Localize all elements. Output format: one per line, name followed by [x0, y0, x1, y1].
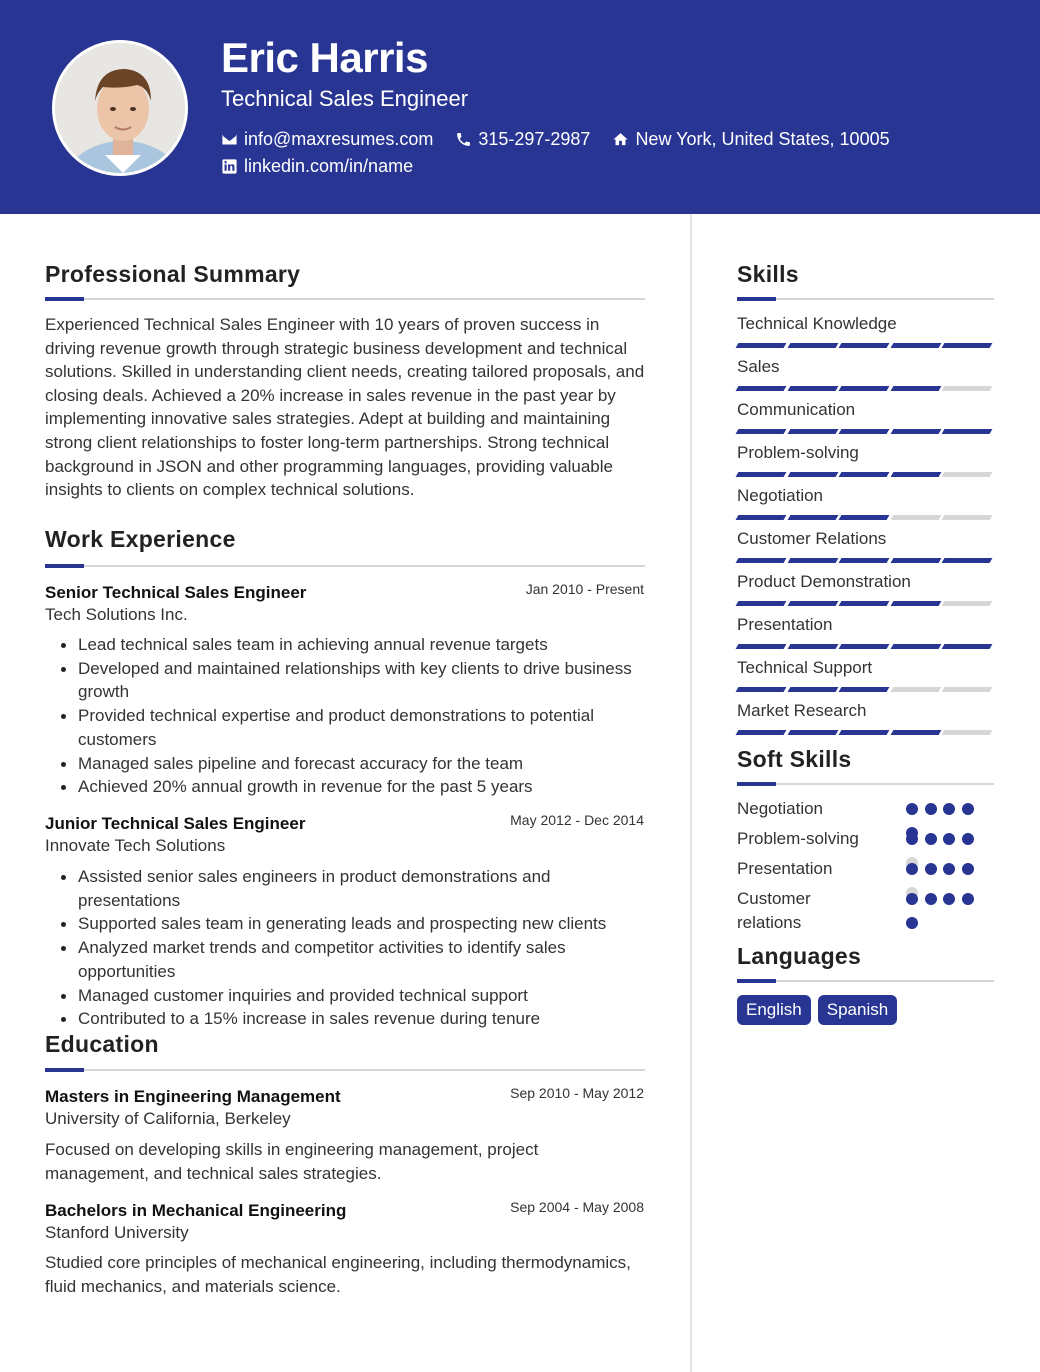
skill-level-segment [839, 472, 890, 477]
skill-level-segment [942, 730, 993, 735]
rating-dot [925, 803, 937, 815]
skill-level-segment [942, 601, 993, 606]
skill-level-segment [736, 687, 787, 692]
skill-level-segment [736, 429, 787, 434]
linkedin-contact[interactable] [221, 156, 413, 177]
school-name: Stanford University [45, 1223, 189, 1242]
language-badge: English [737, 995, 811, 1025]
section-rule [45, 1069, 645, 1071]
skill-level-segment [736, 558, 787, 563]
skill-level-bar [737, 343, 995, 348]
home-icon [612, 131, 629, 148]
skill-level-bar [737, 644, 995, 649]
skill-level-bar [737, 515, 995, 520]
skill-level-segment [736, 644, 787, 649]
education-description: Focused on developing skills in engineering management, project management, and technical sales strategies. [45, 1140, 539, 1183]
rating-dot [962, 863, 974, 875]
skill-level-segment [942, 343, 993, 348]
list-item: Supported sales team in generating leads and prospecting new clients [45, 912, 645, 936]
skill-level-segment [942, 644, 993, 649]
list-item: Developed and maintained relationships with key clients to drive business growth [45, 657, 645, 704]
section-rule [45, 565, 645, 567]
rating-dot [962, 833, 974, 845]
list-item: Assisted senior sales engineers in product demonstrations and presentations [45, 865, 645, 912]
rating-dot [962, 803, 974, 815]
skill-level-segment [839, 386, 890, 391]
skill-level-segment [787, 472, 838, 477]
school-name: University of California, Berkeley [45, 1109, 291, 1128]
rating-dot [943, 893, 955, 905]
list-item: Contributed to a 15% increase in sales revenue during tenure [45, 1007, 645, 1031]
envelope-icon [221, 131, 238, 148]
job-company: Tech Solutions Inc. [45, 605, 188, 624]
list-item: Managed customer inquiries and provided technical support [45, 984, 645, 1008]
job-dates: May 2012 - Dec 2014 [510, 812, 644, 828]
skill-level-segment [839, 558, 890, 563]
job-dates: Jan 2010 - Present [525, 581, 644, 597]
section-rule [737, 980, 994, 982]
skill-name: Problem-solving [737, 443, 859, 462]
rating-dot [906, 803, 918, 815]
rating-dot [925, 833, 937, 845]
job-bullets [45, 865, 645, 1031]
skill-level-segment [942, 515, 993, 520]
languages-heading: Languages [737, 943, 862, 969]
rating-dot [925, 863, 937, 875]
skill-name: Technical Support [737, 658, 873, 677]
skill-level-segment [839, 429, 890, 434]
skill-level-bar [737, 730, 995, 735]
skill-name: Technical Knowledge [737, 314, 897, 333]
column-divider [690, 214, 692, 1372]
skill-level-segment [890, 472, 941, 477]
rating-dot [906, 863, 918, 875]
job-bullets [45, 633, 645, 799]
skill-level-bar [737, 386, 995, 391]
skill-level-segment [942, 558, 993, 563]
skill-level-segment [942, 386, 993, 391]
skill-level-segment [787, 558, 838, 563]
skill-level-segment [890, 601, 941, 606]
skill-level-segment [839, 687, 890, 692]
skill-level-segment [890, 687, 941, 692]
skill-name: Negotiation [737, 486, 824, 505]
list-item: Lead technical sales team in achieving annual revenue targets [45, 633, 645, 657]
skill-level-segment [839, 515, 890, 520]
rating-dot [962, 893, 974, 905]
linkedin-icon [221, 158, 238, 175]
rating-dot [925, 893, 937, 905]
skill-level-segment [787, 644, 838, 649]
education-description: Studied core principles of mechanical engineering, including thermodynamics, fluid mechanics, and materials science. [45, 1253, 631, 1296]
location-text: New York, United States, 10005 [635, 129, 890, 149]
skill-name: Presentation [737, 615, 833, 634]
skill-level-bar [737, 687, 995, 692]
skill-level-segment [942, 687, 993, 692]
list-item: Managed sales pipeline and forecast accuracy for the team [45, 752, 645, 776]
soft-skills-heading: Soft Skills [737, 746, 852, 772]
skill-level-segment [787, 515, 838, 520]
skill-level-segment [890, 558, 941, 563]
skill-level-segment [890, 644, 941, 649]
skill-level-segment [890, 730, 941, 735]
experience-heading: Work Experience [45, 526, 236, 552]
job-company: Innovate Tech Solutions [45, 836, 226, 855]
skill-name: Sales [737, 357, 780, 376]
job-title: Junior Technical Sales Engineer [45, 814, 306, 833]
skill-level-segment [736, 730, 787, 735]
email-contact[interactable] [221, 129, 433, 150]
skill-level-segment [839, 730, 890, 735]
rating-dot [906, 917, 918, 929]
resume-header [0, 0, 1040, 214]
skill-level-bar [737, 472, 995, 477]
skills-heading: Skills [737, 261, 799, 287]
skill-level-segment [787, 601, 838, 606]
list-item: Achieved 20% annual growth in revenue for the past 5 years [45, 775, 645, 799]
skill-level-segment [839, 343, 890, 348]
soft-skill-name: Problem-solving [737, 829, 859, 848]
location-contact [612, 129, 889, 150]
skill-level-segment [787, 687, 838, 692]
education-dates: Sep 2004 - May 2008 [510, 1199, 644, 1215]
rating-dot [906, 833, 918, 845]
list-item: Provided technical expertise and product demonstrations to potential customers [45, 704, 645, 751]
rating-dot [943, 833, 955, 845]
skill-level-segment [942, 429, 993, 434]
languages-list [737, 995, 904, 1025]
skill-name: Communication [737, 400, 856, 419]
job-title: Senior Technical Sales Engineer [45, 583, 307, 602]
skill-level-bar [737, 558, 995, 563]
candidate-name: Eric Harris [221, 34, 428, 81]
section-rule [45, 298, 645, 300]
skill-level-segment [736, 472, 787, 477]
skill-level-segment [942, 472, 993, 477]
degree-title: Masters in Engineering Management [45, 1087, 341, 1106]
education-dates: Sep 2010 - May 2012 [510, 1085, 644, 1101]
linkedin-text: linkedin.com/in/name [244, 156, 414, 176]
skill-name: Product Demonstration [737, 572, 911, 591]
skill-level-segment [839, 644, 890, 649]
degree-title: Bachelors in Mechanical Engineering [45, 1201, 347, 1220]
skill-level-segment [787, 730, 838, 735]
candidate-title: Technical Sales Engineer [221, 86, 469, 111]
rating-dot [906, 893, 918, 905]
soft-skill-name: Negotiation [737, 799, 824, 818]
skill-name: Market Research [737, 701, 867, 720]
email-text: info@maxresumes.com [244, 129, 434, 149]
skill-level-segment [736, 601, 787, 606]
soft-skill-name: Customer relations [737, 889, 811, 932]
skill-level-bar [737, 429, 995, 434]
summary-heading: Professional Summary [45, 261, 301, 287]
skill-level-segment [839, 601, 890, 606]
phone-text: 315-297-2987 [478, 129, 591, 149]
rating-dot [943, 803, 955, 815]
skill-level-segment [890, 429, 941, 434]
section-rule [737, 783, 994, 785]
soft-skill-name: Presentation [737, 859, 833, 878]
skill-level-segment [890, 386, 941, 391]
skill-level-segment [736, 515, 787, 520]
skill-level-segment [736, 343, 787, 348]
skill-level-segment [890, 343, 941, 348]
language-badge: Spanish [818, 995, 897, 1025]
soft-skill-rating [906, 893, 980, 941]
section-rule [737, 298, 994, 300]
profile-photo [52, 40, 188, 176]
skill-name: Customer Relations [737, 529, 887, 548]
skill-level-segment [787, 343, 838, 348]
skill-level-segment [787, 386, 838, 391]
skill-level-bar [737, 601, 995, 606]
skill-level-segment [736, 386, 787, 391]
contact-row [221, 129, 912, 150]
contact-row-2 [221, 156, 435, 177]
phone-icon [455, 131, 472, 148]
rating-dot [943, 863, 955, 875]
skill-level-segment [787, 429, 838, 434]
phone-contact[interactable] [455, 129, 590, 150]
summary-text: Experienced Technical Sales Engineer with 10 years of proven success in driving revenue growth through strategic business development and technical solutions. Skilled in understanding client needs, creating tailored proposals, and closing deals. Achieved a 20% increase in sales revenue in the past year by implementing innovative sales strategies. Adept at building and maintaining strong client relationships to foster long-term partnerships. Strong technical background in JSON and other programming languages, providing valuable insights to clients on complex technical solutions. [45, 315, 645, 500]
list-item: Analyzed market trends and competitor activities to identify sales opportunities [45, 936, 645, 983]
skill-level-segment [890, 515, 941, 520]
education-heading: Education [45, 1031, 159, 1057]
